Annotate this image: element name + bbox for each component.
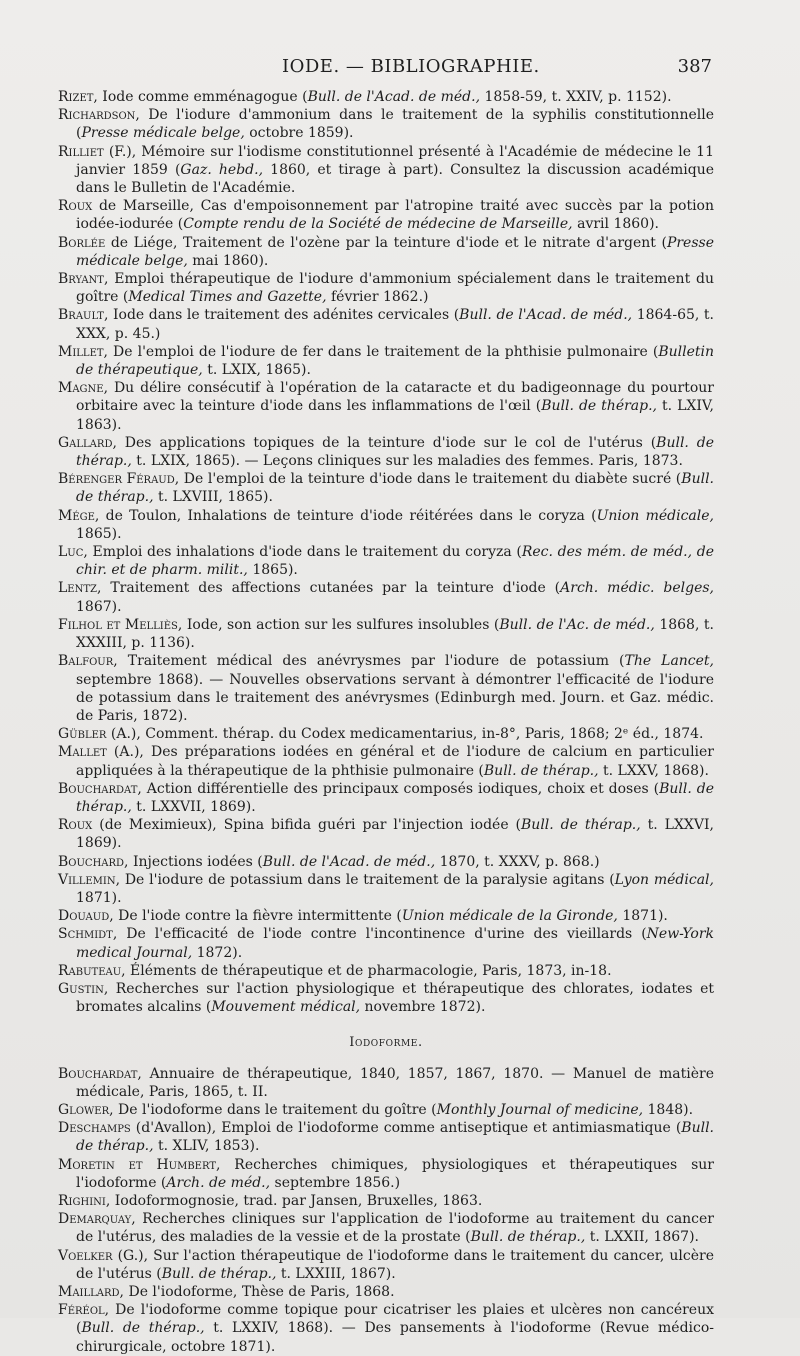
bibliography-entry (58, 1119, 714, 1155)
entry-text: De l'iode contre la fièvre intermittente ( (113, 908, 402, 925)
bibliography-entry (58, 1210, 714, 1246)
entry-text: Iode comme emménagogue ( (97, 89, 308, 105)
entry-author: Voelker (58, 1247, 113, 1264)
entry-rest: février 1862.) (326, 289, 429, 306)
entry-rest: 1868, t. XXXIII, p. 1136). (76, 616, 715, 652)
bibliography-entry (58, 270, 714, 306)
entry-text: De l'iodoforme dans le traitement du goître ( (113, 1101, 437, 1118)
entry-author: Mallet (58, 744, 107, 761)
entry-rest: t. LXXIV, 1868). — Des pansements à l'iodoforme (Revue médico-chirurgicale, octobre 1871). (76, 1320, 715, 1355)
bibliography-entry (58, 143, 714, 198)
entry-rest: 1860, et tirage à part). Consultez la discussion académique dans le Bulletin de l'Académie. (76, 161, 714, 197)
entry-citation: Bull. de thérap., (161, 1265, 277, 1282)
entry-author: Filhol et Melliès, (58, 616, 183, 633)
entry-text: de Toulon, Inhalations de teinture d'iode réitérées dans le coryza ( (99, 507, 597, 524)
bibliography-entry (58, 1283, 714, 1301)
entry-author: Bouchardat, (58, 780, 142, 797)
entry-rest: octobre 1859). (244, 125, 354, 142)
entry-text: De l'iodure d'ammonium dans le traitement de la syphilis constitutionnelle ( (76, 107, 714, 142)
entry-citation: Lyon médical, (614, 871, 714, 888)
section-heading-iodoforme: Iodoforme. (349, 1035, 423, 1051)
entry-rest: t. LXXII, 1867). (585, 1229, 699, 1246)
bibliography-entry (58, 743, 714, 779)
entry-rest: 1867). (76, 598, 122, 615)
bibliography-entry (58, 88, 714, 106)
entry-citation: Bull. de thérap., (76, 471, 714, 506)
entry-text: De l'iodure de potassium dans le traitement de la paralysie agitans ( (120, 871, 615, 888)
entry-citation: Union médicale de la Gironde, (401, 908, 618, 925)
bibliography-entry (58, 816, 714, 852)
bibliography-entry (58, 925, 714, 961)
entry-citation: Bull. de l'Acad. de méd., (459, 307, 633, 324)
bibliography-entry (58, 379, 714, 434)
entry-rest: mai 1860). (187, 252, 269, 269)
entry-text: Emploi thérapeutique de l'iodure d'ammonium spécialement dans le traitement du goître ( (76, 271, 714, 306)
entry-author: Moretin et Humbert, (58, 1156, 221, 1173)
entry-author: Bouchard, (58, 853, 129, 870)
entry-author: Rabuteau, (58, 962, 126, 979)
entry-citation: Bull. de thérap., (470, 1229, 586, 1246)
entry-text: (A.), Comment. thérap. du Codex medicamentarius, in-8°, Paris, 1868; 2ᵉ éd., 1874. (106, 726, 704, 743)
entry-rest: 1865). (247, 562, 298, 579)
bibliography-entry (58, 1301, 714, 1356)
entry-citation: Bull. de thérap., (76, 780, 714, 815)
entry-rest: t. XLIV, 1853). (153, 1138, 260, 1155)
entry-citation: Bull. de l'Acad. de méd., (307, 89, 481, 105)
entry-author: Demarquay, (58, 1211, 136, 1228)
entry-text: De l'efficacité de l'iode contre l'incontinence d'urine des vieillards ( (117, 926, 647, 943)
bibliography-entry (58, 1065, 714, 1101)
entry-citation: Compte rendu de la Société de médecine de Marseille, (183, 216, 573, 233)
entry-citation: Rec. des mém. de méd., de chir. et de pharm. milit., (76, 544, 714, 579)
entry-author: Maillard, (58, 1284, 125, 1300)
bibliography-entry (58, 652, 714, 725)
entry-author: Magne, (58, 380, 109, 397)
running-title: IODE. — BIBLIOGRAPHIE. (282, 56, 540, 77)
entry-citation: Bull. de thérap., (483, 762, 599, 779)
entry-author: Roux (58, 817, 93, 834)
entry-text: Traitement médical des anévrysmes par l'iodure de potassium ( (117, 653, 625, 670)
entry-citation: Bulletin de thérapeutique, (76, 343, 714, 379)
entry-author: Gallard, (58, 434, 117, 451)
entry-author: Bouchardat, (58, 1065, 142, 1082)
entry-rest: t. LXIX, 1865). (202, 362, 311, 379)
entry-citation: Bull. de l'Acad. de méd., (262, 853, 436, 870)
entry-text: De l'iodoforme, Thèse de Paris, 1868. (124, 1284, 395, 1300)
entry-text: De l'emploi de l'iodure de fer dans le traitement de la phthisie pulmonaire ( (108, 343, 659, 360)
bibliography-entry (58, 234, 714, 270)
entry-text: Iode dans le traitement des adénites cervicales ( (108, 307, 460, 324)
entry-text: de Liége, Traitement de l'ozène par la teinture d'iode et le nitrate d'argent ( (105, 234, 667, 251)
entry-text: (de Meximieux), Spina bifida guéri par l'injection iodée ( (92, 817, 522, 834)
entry-author: Lentz, (58, 580, 102, 597)
entry-author: Deschamps (58, 1120, 131, 1137)
entry-text: Recherches cliniques sur l'application de l'iodoforme au traitement du cancer de l'utérus, des maladies de la vessie et de la prostate ( (76, 1211, 714, 1246)
running-header (58, 56, 712, 80)
entry-rest: 1848). (643, 1101, 694, 1118)
entry-rest: t. LXIV, 1863). (76, 398, 714, 433)
entry-citation: Medical Times and Gazette, (128, 289, 327, 306)
entry-citation: The Lancet, (624, 653, 715, 670)
bibliography-entry (58, 616, 714, 652)
bibliography-entry (58, 507, 714, 543)
bibliography-entry (58, 853, 714, 871)
entry-text: Traitement des affections cutanées par la teinture d'iode ( (101, 580, 561, 597)
entry-author: Douaud, (58, 908, 114, 925)
entry-text: (G.), Sur l'action thérapeutique de l'iodoforme dans le traitement du cancer, ulcère de l'utérus ( (76, 1247, 714, 1282)
bibliography-entry (58, 579, 714, 615)
entry-text: Injections iodées ( (128, 853, 263, 870)
entry-citation: Presse médicale belge, (76, 234, 714, 269)
entry-author: Gustin, (58, 980, 109, 997)
bibliography-entry (58, 1101, 714, 1119)
entry-text: Annuaire de thérapeutique, 1840, 1857, 1867, 1870. — Manuel de matière médicale, Paris, 1865, t. II. (76, 1065, 714, 1100)
entry-rest: septembre 1856.) (270, 1174, 401, 1191)
bibliography-entry (58, 543, 714, 579)
entry-author: Glower, (58, 1101, 114, 1118)
entry-text: Action différentielle des principaux composés iodiques, choix et doses ( (141, 780, 660, 797)
entry-citation: Arch. médic. belges, (560, 580, 714, 597)
bibliography-entry (58, 780, 714, 816)
entry-rest: 1872). (192, 944, 243, 961)
entry-author: Righini, (58, 1192, 111, 1209)
bibliography-entry (58, 434, 714, 470)
entry-rest: 1870, t. XXXV, p. 868.) (435, 853, 600, 870)
page-number: 387 (677, 56, 712, 77)
entry-author: Rilliet (58, 143, 104, 160)
entry-citation: Monthly Journal of medicine, (436, 1101, 644, 1118)
entry-citation: Gaz. hebd., (180, 161, 264, 178)
entry-author: Gübler (58, 726, 107, 743)
bibliography (58, 88, 714, 1356)
entry-text: Iodoformognosie, trad. par Jansen, Bruxelles, 1863. (110, 1192, 483, 1209)
entry-author: Féréol, (58, 1302, 110, 1319)
entry-text: Éléments de thérapeutique et de pharmacologie, Paris, 1873, in-18. (125, 962, 612, 979)
entry-rest: t. LXXVI, 1869). (76, 817, 714, 852)
entry-citation: Bull. de thérap., (81, 1320, 205, 1337)
entry-text: Des applications topiques de la teinture d'iode sur le col de l'utérus ( (116, 434, 657, 451)
entry-text: (A.), Des préparations iodées en général et de l'iodure de calcium en particulier appliquées à la thérapeutique de la phthisie pulmonaire ( (76, 744, 714, 779)
bibliography-entry (58, 306, 714, 342)
entry-text: (d'Avallon), Emploi de l'iodoforme comme antiseptique et antimiasmatique ( (130, 1120, 682, 1137)
entry-citation: Bull. de thérap., (76, 434, 714, 470)
entry-text: Recherches chimiques, physiologiques et thérapeutiques sur l'iodoforme ( (76, 1156, 714, 1191)
entry-rest: t. LXVIII, 1865). (153, 489, 273, 506)
entry-author: Rizet, (58, 89, 98, 105)
entry-rest: 1858-59, t. XXIV, p. 1152). (480, 89, 672, 105)
entry-rest: avril 1860). (572, 216, 659, 233)
entry-author: Bérenger Féraud, (58, 471, 180, 488)
entry-text: Iode, son action sur les sulfures insolubles ( (182, 616, 500, 633)
bibliography-entry (58, 106, 714, 142)
entry-rest: 1864-65, t. XXX, p. 45.) (76, 307, 714, 342)
entry-author: Bryant, (58, 271, 109, 288)
entry-citation: Union médicale, (596, 507, 714, 524)
entry-citation: Arch. de méd., (166, 1174, 271, 1191)
entry-citation: New-York medical Journal, (76, 926, 714, 961)
entry-citation: Bull. de thérap., (541, 398, 658, 415)
entry-text: de Marseille, Cas d'empoisonnement par l'atropine traité avec succès par la potion iodée-iodurée ( (76, 198, 714, 233)
entry-rest: 1871). (76, 889, 122, 906)
entry-author: Millet, (58, 343, 108, 360)
bibliography-list-iode (58, 88, 714, 1016)
entry-text: Du délire consécutif à l'opération de la cataracte et du badigeonnage du pourtour orbitaire avec la teinture d'iode dans les inflammations de l'œil ( (76, 380, 714, 415)
entry-author: Luc, (58, 544, 88, 561)
entry-rest: septembre 1868). — Nouvelles observations servant à démontrer l'efficacité de l'iodure de potassium dans le traitement des anévrysmes (Edinburgh med. Journ. et Gaz. médic. de Paris, 1872). (76, 671, 714, 724)
entry-text: (F.), Mémoire sur l'iodisme constitutionnel présenté à l'Académie de médecine le 11 janvier 1859 ( (76, 143, 714, 178)
entry-citation: Presse médicale belge, (81, 125, 245, 142)
entry-rest: 1871). (617, 908, 668, 925)
bibliography-entry (58, 980, 714, 1016)
bibliography-entry (58, 1247, 714, 1283)
entry-citation: Bull. de thérap., (76, 1120, 714, 1155)
entry-author: Roux (58, 198, 93, 215)
entry-author: Borlée (58, 234, 106, 251)
bibliography-entry (58, 1156, 714, 1192)
entry-citation: Bull. de thérap., (521, 817, 641, 834)
entry-citation: Bull. de l'Ac. de méd., (499, 616, 655, 633)
entry-author: Brault, (58, 307, 109, 324)
entry-author: Richardson, (58, 107, 140, 124)
bibliography-entry (58, 343, 714, 379)
entry-text: Recherches sur l'action physiologique et thérapeutique des chlorates, iodates et bromates alcalins ( (76, 980, 714, 1016)
bibliography-entry (58, 470, 714, 506)
entry-rest: t. LXXIII, 1867). (276, 1265, 396, 1282)
entry-text: De l'emploi de la teinture d'iode dans le traitement du diabète sucré ( (179, 471, 682, 488)
entry-rest: t. LXIX, 1865). — Leçons cliniques sur les maladies des femmes. Paris, 1873. (131, 453, 683, 470)
entry-author: Villemin, (58, 871, 121, 888)
entry-text: De l'iodoforme comme topique pour cicatriser les plaies et ulcères non cancéreux ( (76, 1302, 714, 1337)
bibliography-entry (58, 962, 714, 980)
bibliography-entry (58, 907, 714, 925)
entry-rest: novembre 1872). (360, 999, 486, 1016)
entry-author: Balfour, (58, 653, 118, 670)
bibliography-entry (58, 725, 714, 743)
bibliography-list-iodoforme (58, 1065, 714, 1356)
bibliography-entry (58, 197, 714, 233)
bibliography-entry (58, 1192, 714, 1210)
entry-citation: Mouvement médical, (211, 999, 361, 1016)
entry-author: Mége, (58, 507, 100, 524)
bibliography-entry (58, 871, 714, 907)
entry-author: Schmidt, (58, 926, 118, 943)
entry-text: Emploi des inhalations d'iode dans le traitement du coryza ( (87, 544, 522, 561)
entry-rest: t. LXXVII, 1869). (131, 798, 256, 815)
entry-rest: 1865). (76, 525, 122, 542)
entry-rest: t. LXXV, 1868). (598, 762, 709, 779)
